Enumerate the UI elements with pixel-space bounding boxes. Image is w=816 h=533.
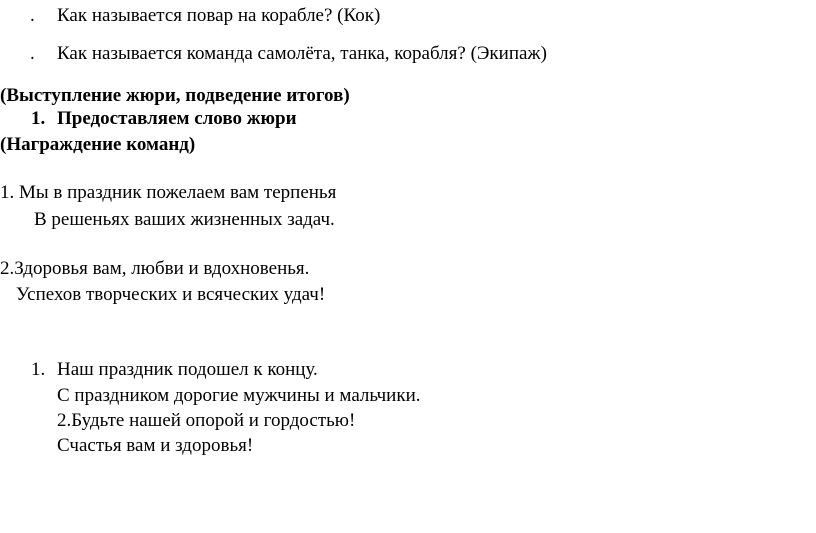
question-2-text: Как называется команда самолёта, танка, корабля? (Экипаж) bbox=[57, 43, 547, 64]
question-2-marker: . bbox=[30, 43, 35, 64]
poem2-line-4: Счастья вам и здоровья! bbox=[57, 435, 254, 456]
poem2-line-3: 2.Будьте нашей опорой и гордостью! bbox=[57, 410, 356, 431]
jury-item-number: 1. bbox=[31, 108, 46, 129]
question-1-text: Как называется повар на корабле? (Кок) bbox=[57, 5, 381, 26]
poem1-line-3: 2.Здоровья вам, любви и вдохновенья. bbox=[0, 258, 310, 279]
poem1-line-1: 1. Мы в праздник пожелаем вам терпенья bbox=[0, 182, 337, 203]
question-1-marker: . bbox=[30, 5, 35, 26]
poem1-line-2: В решеньях ваших жизненных задач. bbox=[34, 209, 335, 230]
poem2-number: 1. bbox=[31, 359, 46, 380]
poem2-line-2: С праздником дорогие мужчины и мальчики. bbox=[57, 385, 421, 406]
poem2-line-1: Наш праздник подошел к концу. bbox=[57, 359, 318, 380]
awards-heading: (Награждение команд) bbox=[0, 134, 196, 155]
jury-heading: (Выступление жюри, подведение итогов) bbox=[0, 85, 350, 106]
jury-item-text: Предоставляем слово жюри bbox=[57, 108, 297, 129]
poem1-line-4: Успехов творческих и всяческих удач! bbox=[16, 284, 326, 305]
